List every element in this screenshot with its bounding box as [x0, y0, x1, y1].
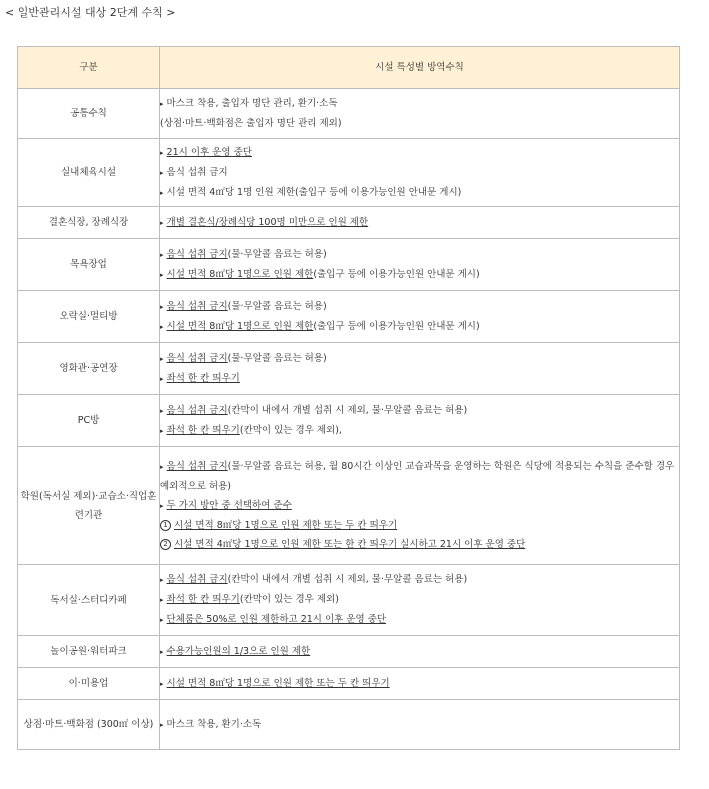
rule-line: [160, 457, 679, 496]
bullet-icon: ▸: [160, 502, 164, 510]
rule-line: [160, 265, 679, 285]
rule-line: [160, 715, 679, 735]
rule-text-emphasis: 좌석 한 칸 띄우기: [166, 372, 240, 384]
bullet-icon: ▸: [160, 218, 164, 227]
bullet-icon: ▸: [160, 354, 164, 363]
table-row: [18, 291, 680, 343]
rule-line: [160, 183, 679, 203]
rule-text-emphasis: 좌석 한 칸 띄우기: [166, 424, 240, 436]
row-details: [160, 395, 680, 447]
table-header-row: [18, 47, 680, 89]
bullet-icon: ▸: [160, 168, 164, 177]
rule-text-emphasis: 21시 이후 운영 중단: [166, 146, 252, 158]
rule-text: (칸막이 내에서 개별 섭취 시 제외, 물·무알콜 음료는 허용): [227, 574, 468, 585]
rule-text-emphasis: 단체룸은 50%로 인원 제한하고 21시 이후 운영 중단: [166, 614, 387, 625]
row-details: [160, 239, 680, 291]
rule-line: [160, 570, 679, 590]
header-rules: 시설 특성별 방역수칙: [160, 47, 680, 89]
row-details: [160, 700, 680, 750]
rule-text: (물·무알콜 음료는 허용): [227, 352, 327, 364]
rule-line: [160, 94, 679, 114]
row-details: [160, 668, 680, 700]
row-category: 독서실·스터디카페: [18, 565, 160, 636]
rule-line: [160, 245, 679, 265]
row-category: 목욕장업: [18, 239, 160, 291]
rule-line: [160, 401, 679, 421]
table-row: [18, 447, 680, 565]
page-title: < 일반관리시설 대상 2단계 수칙 >: [5, 6, 176, 19]
bullet-icon: ▸: [160, 596, 164, 604]
row-category: 학원(독서실 제외)·교습소·직업훈련기관: [18, 447, 160, 565]
bullet-icon: ▸: [160, 250, 164, 259]
rule-text-emphasis: 시설 면적 8㎡당 1명으로 인원 제한: [166, 320, 314, 332]
rule-line: [160, 610, 679, 630]
rule-line: [160, 674, 679, 694]
rule-text-emphasis: 음식 섭취 금지: [166, 461, 228, 472]
row-details: [160, 343, 680, 395]
rules-table: [17, 46, 680, 750]
rule-line: [160, 642, 679, 662]
row-category: 결혼식장, 장례식장: [18, 207, 160, 239]
row-details: [160, 636, 680, 668]
rule-line: [160, 535, 679, 554]
rule-text: (물·무알콜 음료는 허용): [227, 300, 327, 312]
table-row: [18, 668, 680, 700]
row-category: 오락실·멀티방: [18, 291, 160, 343]
rule-line: [160, 349, 679, 369]
rule-text: (물·무알콜 음료는 허용, 월 80시간 이상인 교습과목을 운영하는 학원은 식당에 적용되는 수칙을 준수할 경우 예외적으로 허용): [160, 461, 675, 492]
rule-text-emphasis: 두 가지 방안 중 선택하여 준수: [166, 500, 292, 511]
rule-line: [160, 213, 679, 233]
row-details: [160, 139, 680, 207]
table-row: [18, 139, 680, 207]
rule-text-emphasis: 수용가능인원의 1/3으로 인원 제한: [166, 645, 311, 657]
circled-number: 1: [160, 520, 171, 531]
rule-text: (상점·마트·백화점은 출입자 명단 관리 제외): [160, 118, 342, 129]
rule-text-emphasis: 개별 결혼식/장례식당 100명 미만으로 인원 제한: [166, 216, 369, 228]
row-details: [160, 447, 680, 565]
rule-line: [160, 590, 679, 610]
rule-line: [160, 317, 679, 337]
table-row: [18, 700, 680, 750]
rule-text: (출입구 등에 이용가능인원 안내문 게시): [313, 268, 480, 280]
bullet-icon: ▸: [160, 576, 164, 584]
bullet-icon: ▸: [160, 426, 164, 435]
table-row: [18, 239, 680, 291]
row-details: [160, 565, 680, 636]
rule-line: [160, 143, 679, 163]
row-category: 놀이공원·워터파크: [18, 636, 160, 668]
table-row: [18, 565, 680, 636]
rule-text-emphasis: 시설 면적 8㎡당 1명으로 인원 제한 또는 두 칸 띄우기: [166, 677, 390, 689]
rule-text-emphasis: 음식 섭취 금지: [166, 574, 228, 585]
bullet-icon: ▸: [160, 100, 164, 108]
rule-line: [160, 496, 679, 516]
bullet-icon: ▸: [160, 679, 164, 688]
bullet-icon: ▸: [160, 270, 164, 279]
circled-number: 2: [160, 539, 171, 550]
bullet-icon: ▸: [160, 720, 164, 729]
table-row: [18, 89, 680, 139]
row-category: PC방: [18, 395, 160, 447]
table-row: [18, 343, 680, 395]
row-details: [160, 291, 680, 343]
rule-text-emphasis: 좌석 한 칸 띄우기: [166, 594, 240, 605]
row-details: [160, 89, 680, 139]
rule-text: (칸막이 내에서 개별 섭취 시 제외, 물·무알콜 음료는 허용): [227, 404, 468, 416]
rule-line: [160, 516, 679, 535]
rule-text-emphasis: 음식 섭취 금지: [166, 248, 228, 260]
rule-text: (칸막이 있는 경우 제외): [239, 594, 339, 605]
rule-text: (출입구 등에 이용가능인원 안내문 게시): [313, 320, 480, 332]
bullet-icon: ▸: [160, 374, 164, 383]
header-category: 구분: [18, 47, 160, 89]
row-category: 이·미용업: [18, 668, 160, 700]
table-row: [18, 395, 680, 447]
bullet-icon: ▸: [160, 616, 164, 624]
bullet-icon: ▸: [160, 406, 164, 415]
bullet-icon: ▸: [160, 148, 164, 157]
rule-text-emphasis: 시설 면적 4㎡당 1명으로 인원 제한 또는 한 칸 띄우기 실시하고 21시 이후 운영 중단: [174, 539, 526, 550]
bullet-icon: ▸: [160, 302, 164, 311]
bullet-icon: ▸: [160, 322, 164, 331]
rule-text: (칸막이 있는 경우 제외),: [239, 424, 342, 436]
rule-text-emphasis: 음식 섭취 금지: [166, 352, 228, 364]
rule-text: 마스크 착용, 출입자 명단 관리, 환기·소독: [166, 98, 338, 109]
bullet-icon: ▸: [160, 463, 164, 471]
bullet-icon: ▸: [160, 188, 164, 197]
row-category: 영화관·공연장: [18, 343, 160, 395]
rule-text: 음식 섭취 금지: [166, 166, 228, 178]
rule-line: [160, 163, 679, 183]
row-category: 상점·마트·백화점 (300㎡ 이상): [18, 700, 160, 750]
rule-text: 마스크 착용, 환기·소독: [166, 718, 262, 730]
rule-line: [160, 369, 679, 389]
rule-line: [160, 114, 679, 133]
rule-text-emphasis: 시설 면적 8㎡당 1명으로 인원 제한 또는 두 칸 띄우기: [174, 520, 398, 531]
rule-text-emphasis: 음식 섭취 금지: [166, 300, 228, 312]
rule-text: 시설 면적 4㎡당 1명 인원 제한(출입구 등에 이용가능인원 안내문 게시): [166, 186, 462, 198]
rule-text-emphasis: 음식 섭취 금지: [166, 404, 228, 416]
row-details: [160, 207, 680, 239]
table-row: [18, 207, 680, 239]
row-category: 공통수칙: [18, 89, 160, 139]
row-category: 실내체육시설: [18, 139, 160, 207]
bullet-icon: ▸: [160, 647, 164, 656]
rule-text-emphasis: 시설 면적 8㎡당 1명으로 인원 제한: [166, 268, 314, 280]
rule-line: [160, 421, 679, 441]
table-row: [18, 636, 680, 668]
rule-line: [160, 297, 679, 317]
rule-text: (물·무알콜 음료는 허용): [227, 248, 327, 260]
